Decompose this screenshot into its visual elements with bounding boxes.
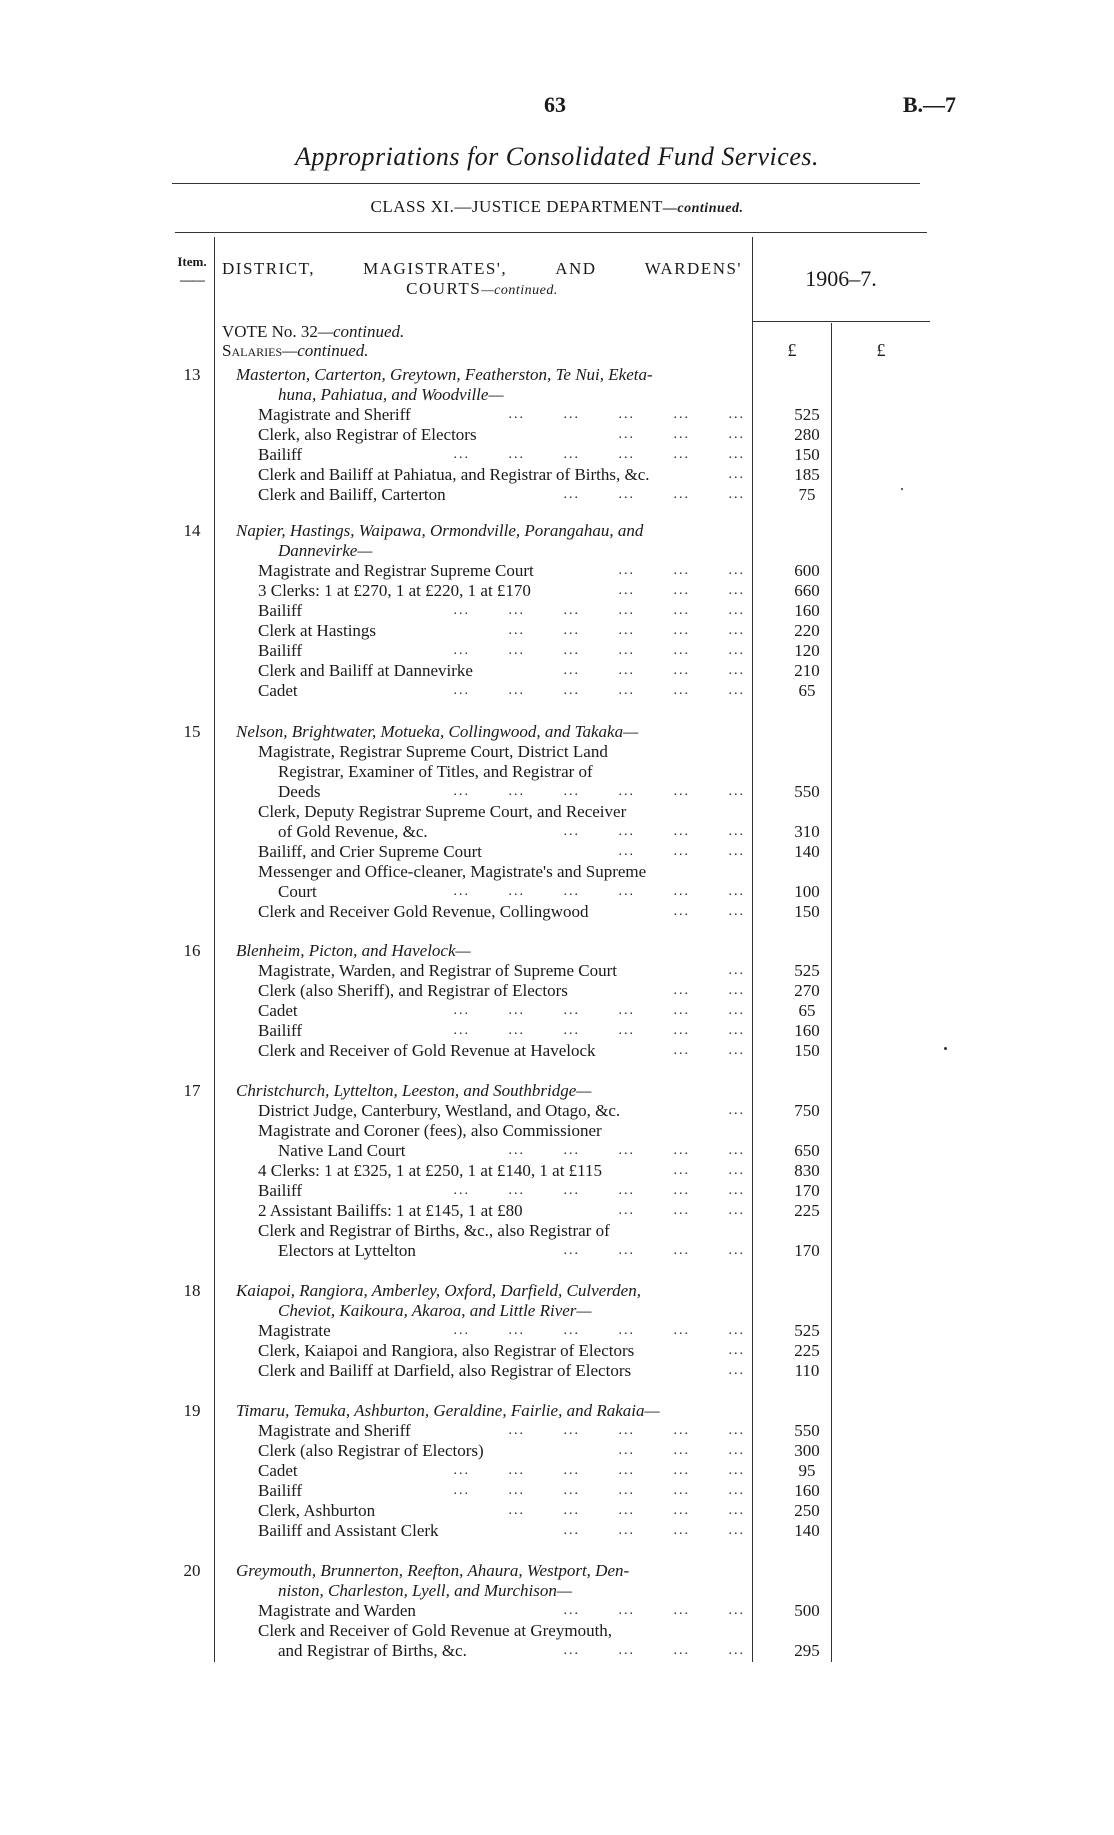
leader-dots: ... ... ... ... ... [508,1143,745,1158]
district-heading: Cheviot, Kaikoura, Akaroa, and Little River— [278,1301,592,1320]
leader-dots: ... ... ... ... ... ... [453,1183,745,1198]
district-heading: niston, Charleston, Lyell, and Murchison— [278,1581,573,1600]
leader-dots: ... [728,467,745,482]
salary-line-text: Bailiff [258,601,303,620]
district-heading: Greymouth, Brunnerton, Reefton, Ahaura, Westport, Den- [236,1561,630,1580]
salary-amount: 160 [794,601,820,620]
district-heading: Kaiapoi, Rangiora, Amberley, Oxford, Darfield, Culverden, [236,1281,641,1300]
section-heading-word: WARDENS' [644,259,742,278]
salary-line-text: 3 Clerks: 1 at £270, 1 at £220, 1 at £170 [258,581,531,600]
salary-amount: 140 [794,842,820,861]
salary-amount: 225 [794,1341,820,1360]
district-heading: Masterton, Carterton, Greytown, Featherston, Te Nui, Eketa- [236,365,653,384]
salary-line-text: Magistrate [258,1321,331,1340]
leader-dots: ... ... ... ... [563,1603,745,1618]
leader-dots: ... ... ... ... ... [508,407,745,422]
section-heading-line2 [222,279,742,299]
salary-line-text: Clerk and Receiver of Gold Revenue at Havelock [258,1041,596,1060]
district-heading: Nelson, Brightwater, Motueka, Collingwood, and Takaka— [236,722,639,741]
leader-dots: ... ... ... ... ... ... [453,784,745,799]
item-number: 18 [183,1281,201,1300]
salary-amount: 150 [794,445,820,464]
salary-amount: 750 [794,1101,820,1120]
salary-amount: 525 [794,1321,820,1340]
class-heading-main: CLASS XI.—JUSTICE DEPARTMENT [370,197,663,216]
leader-dots: ... ... ... ... ... [508,1423,745,1438]
salaries-continued: —continued. [282,341,369,360]
salary-amount: 250 [794,1501,820,1520]
year-column-header: 1906–7. [805,266,877,291]
leader-dots: ... ... ... [618,1443,745,1458]
salary-line-text: of Gold Revenue, &c. [278,822,428,841]
salary-amount: 160 [794,1021,820,1040]
salary-amount: 160 [794,1481,820,1500]
salary-line-text: Clerk and Bailiff at Darfield, also Registrar of Electors [258,1361,632,1380]
salary-amount: 525 [794,961,820,980]
salary-line-text: Magistrate and Sheriff [258,1421,411,1440]
salary-line-text: District Judge, Canterbury, Westland, and Otago, &c. [258,1101,621,1120]
salary-line-text: Bailiff, and Crier Supreme Court [258,842,482,861]
print-speck [901,488,903,490]
item-number: 20 [183,1561,201,1580]
salary-amount: 220 [794,621,820,640]
salary-line-text: Deeds [278,782,321,801]
salary-line-text: Bailiff [258,1021,303,1040]
vote-number: VOTE No. 32 [222,322,318,341]
salary-amount: 500 [794,1601,820,1620]
print-speck [944,1047,947,1050]
salary-line-text: Bailiff and Assistant Clerk [258,1521,439,1540]
item-number: 19 [183,1401,201,1420]
class-heading-continued: —continued. [662,201,744,216]
leader-dots: ... ... ... [618,427,745,442]
salary-amount: 300 [794,1441,820,1460]
section-heading-continued: —continued. [481,283,558,298]
salary-amount: 270 [794,981,820,1000]
salary-amount: 830 [794,1161,820,1180]
leader-dots: ... ... ... ... ... ... [453,884,745,899]
salary-amount: 660 [794,581,820,600]
class-heading [0,197,1114,217]
leader-dots: ... ... [673,904,745,919]
salary-amount: 170 [794,1181,820,1200]
salary-amount: 75 [798,485,816,504]
document-reference: B.—7 [902,92,956,117]
district-heading: huna, Pahiatua, and Woodville— [278,385,504,404]
salary-amount: 110 [794,1361,820,1380]
leader-dots: ... ... [673,1043,745,1058]
salary-line-text: Registrar, Examiner of Titles, and Registrar of [278,762,593,781]
pound-symbol-amount: £ [787,340,797,360]
salary-line-text: Cadet [258,681,298,700]
leader-dots: ... ... ... ... ... ... [453,1323,745,1338]
salary-line-text: Clerk, Kaiapoi and Rangiora, also Registrar of Electors [258,1341,635,1360]
leader-dots: ... ... ... ... ... [508,1503,745,1518]
leader-dots: ... ... ... ... [563,487,745,502]
salary-amount: 170 [794,1241,820,1260]
salary-line-text: Clerk and Bailiff at Dannevirke [258,661,473,680]
salary-line-text: Clerk and Registrar of Births, &c., also Registrar of [258,1221,610,1240]
leader-dots: ... ... ... ... ... ... [453,1483,745,1498]
salary-line-text: Cadet [258,1461,298,1480]
section-heading-word: AND [555,259,597,278]
salary-line-text: Messenger and Office-cleaner, Magistrate's and Supreme [258,862,647,881]
salary-line-text: Clerk, Deputy Registrar Supreme Court, and Receiver [258,802,627,821]
page-title: Appropriations for Consolidated Fund Services. [295,142,819,171]
year-header-rule [752,321,930,322]
leader-dots: ... [728,1343,745,1358]
salary-line-text: Clerk, also Registrar of Electors [258,425,477,444]
leader-dots: ... ... ... ... ... ... [453,643,745,658]
item-number: 13 [183,365,201,384]
salary-line-text: Bailiff [258,641,303,660]
leader-dots: ... ... [673,1163,745,1178]
salary-amount: 150 [794,902,820,921]
salary-line-text: Clerk and Receiver Gold Revenue, Collingwood [258,902,589,921]
item-number: 17 [183,1081,201,1100]
salary-line-text: Clerk and Receiver of Gold Revenue at Greymouth, [258,1621,613,1640]
district-heading: Christchurch, Lyttelton, Leeston, and Southbridge— [236,1081,592,1100]
leader-dots: ... ... ... ... [563,824,745,839]
salary-amount: 295 [794,1641,820,1660]
salary-line-text: Clerk, Ashburton [258,1501,376,1520]
salary-line-text: Bailiff [258,445,303,464]
salary-line-text: Magistrate, Registrar Supreme Court, District Land [258,742,608,761]
leader-dots: ... [728,1103,745,1118]
salary-amount: 65 [798,681,816,700]
item-column-divider [214,237,215,1662]
salary-line-text: Court [278,882,317,901]
salary-line-text: Bailiff [258,1181,303,1200]
salary-amount: 65 [798,1001,816,1020]
leader-dots: ... ... ... [618,583,745,598]
section-heading-courts: COURTS [406,279,482,298]
salary-line-text: Clerk and Bailiff at Pahiatua, and Registrar of Births, &c. [258,465,650,484]
leader-dots: ... ... ... [618,1203,745,1218]
salary-line-text: Native Land Court [278,1141,406,1160]
salary-line-text: Bailiff [258,1481,303,1500]
salary-amount: 650 [794,1141,820,1160]
salary-amount: 525 [794,405,820,424]
salary-amount: 185 [794,465,820,484]
vote-line [222,322,404,342]
salaries-label: Salaries [222,341,283,360]
leader-dots: ... ... [673,983,745,998]
salary-amount: 210 [794,661,820,680]
salary-amount: 600 [794,561,820,580]
salary-line-text: Clerk at Hastings [258,621,377,640]
leader-dots: ... ... ... [618,844,745,859]
salary-line-text: Cadet [258,1001,298,1020]
salary-amount: 120 [794,641,820,660]
salary-amount: 150 [794,1041,820,1060]
pound-symbol-total: £ [876,340,886,360]
item-header-label: Item. [177,254,207,269]
district-heading: Napier, Hastings, Waipawa, Ormondville, Porangahau, and [236,521,644,540]
table-top-rule [175,232,927,233]
leader-dots: ... [728,963,745,978]
leader-dots: ... ... ... ... ... ... [453,1003,745,1018]
leader-dots: ... ... ... ... ... ... [453,683,745,698]
item-number: 16 [183,941,201,960]
district-heading: Dannevirke— [278,541,373,560]
salary-line-text: Electors at Lyttelton [278,1241,416,1260]
leader-dots: ... ... ... ... ... [508,623,745,638]
leader-dots: ... ... ... ... ... ... [453,1463,745,1478]
salary-amount: 280 [794,425,820,444]
title-rule [172,183,920,184]
leader-dots: ... ... ... ... ... ... [453,447,745,462]
leader-dots: ... ... ... [618,563,745,578]
salary-amount: 310 [794,822,820,841]
salary-line-text: Clerk (also Registrar of Electors) [258,1441,484,1460]
item-number: 15 [183,722,201,741]
section-heading-word: MAGISTRATES', [363,259,508,278]
leader-dots: ... ... ... ... [563,663,745,678]
item-header-dash: —— [180,272,204,287]
salary-amount: 95 [798,1461,816,1480]
salaries-line [222,341,369,361]
item-number: 14 [183,521,201,540]
section-heading [222,259,742,299]
salary-line-text: and Registrar of Births, &c. [278,1641,467,1660]
leader-dots: ... ... ... ... ... ... [453,603,745,618]
salary-line-text: Magistrate and Sheriff [258,405,411,424]
leader-dots: ... ... ... ... ... ... [453,1023,745,1038]
salary-line-text: 4 Clerks: 1 at £325, 1 at £250, 1 at £140, 1 at £115 [258,1161,603,1180]
leader-dots: ... ... ... ... [563,1243,745,1258]
salary-line-text: Magistrate and Coroner (fees), also Commissioner [258,1121,602,1140]
section-heading-word: DISTRICT, [222,259,315,278]
salary-amount: 550 [794,782,820,801]
salary-amount: 550 [794,1421,820,1440]
leader-dots: ... ... ... ... [563,1523,745,1538]
district-heading: Blenheim, Picton, and Havelock— [236,941,471,960]
salary-line-text: Magistrate and Warden [258,1601,416,1620]
salary-line-text: Clerk and Bailiff, Carterton [258,485,446,504]
salary-line-text: 2 Assistant Bailiffs: 1 at £145, 1 at £80 [258,1201,523,1220]
salary-line-text: Magistrate and Registrar Supreme Court [258,561,534,580]
salary-line-text: Magistrate, Warden, and Registrar of Supreme Court [258,961,618,980]
salary-amount: 225 [794,1201,820,1220]
leader-dots: ... [728,1363,745,1378]
section-heading-line1 [222,259,742,279]
salary-amount: 140 [794,1521,820,1540]
district-heading: Timaru, Temuka, Ashburton, Geraldine, Fairlie, and Rakaia— [236,1401,660,1420]
vote-continued: —continued. [317,322,405,341]
item-column-header [170,254,214,288]
salary-amount: 100 [794,882,820,901]
page-number: 63 [544,92,566,117]
leader-dots: ... ... ... ... [563,1643,745,1658]
salary-line-text: Clerk (also Sheriff), and Registrar of Electors [258,981,568,1000]
